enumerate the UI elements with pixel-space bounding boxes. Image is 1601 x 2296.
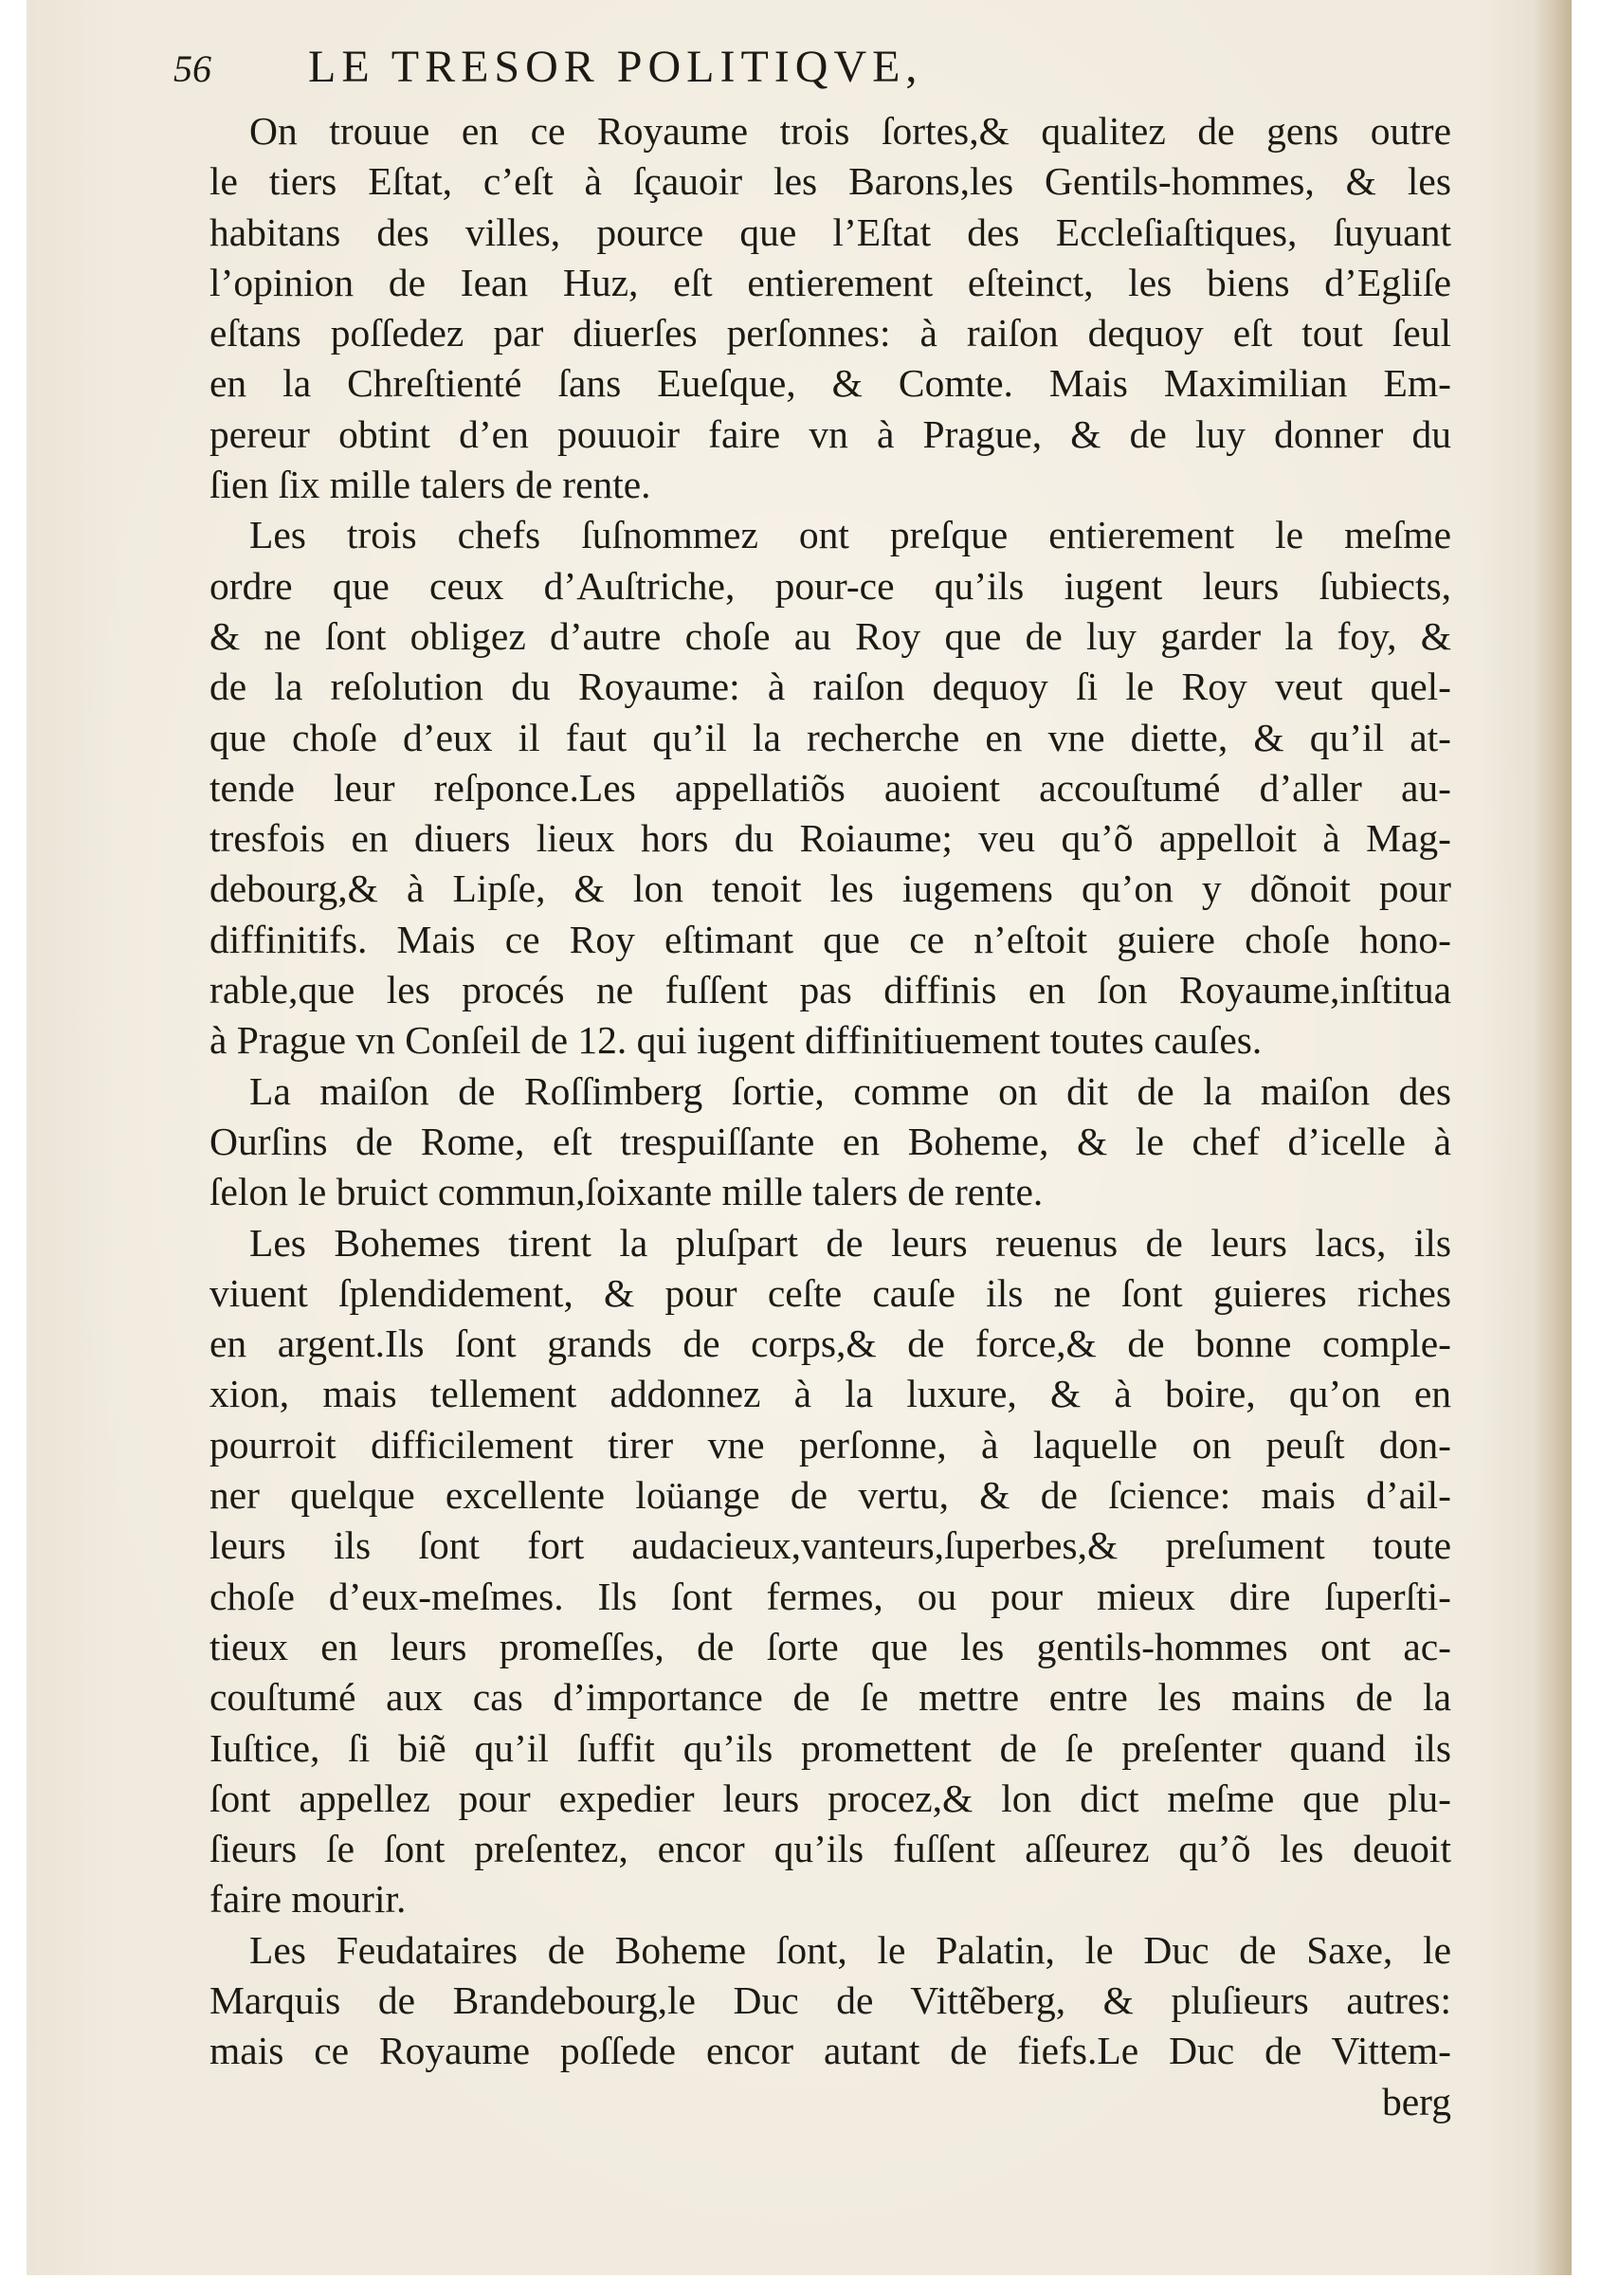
text-line: ſelon le bruict commun,ſoixante mille talers de rente. (209, 1170, 1044, 1214)
text-line: ſont appellez pour expedier leurs procez,& lon dict meſme que plu- (209, 1776, 1451, 1820)
text-line: habitans des villes, pource que l’Eſtat des Eccleſiaſtiques, ſuyuant (209, 210, 1451, 254)
text-line: ſien ſix mille talers de rente. (209, 463, 651, 507)
page-edge-shadow (1534, 0, 1572, 2275)
text-line: Ourſins de Rome, eſt trespuiſſante en Boheme, & le chef d’icelle à (209, 1119, 1451, 1163)
text-line: xion, mais tellement addonnez à la luxure, & à boire, qu’on en (209, 1372, 1451, 1416)
running-header (173, 34, 1311, 100)
catchword: berg (1382, 2079, 1451, 2123)
text-line: La maiſon de Roſſimberg ſortie, comme on dit de la maiſon des (249, 1068, 1451, 1113)
book-page (27, 0, 1572, 2275)
text-line: Marquis de Brandebourg,le Duc de Vittẽberg, & pluſieurs autres: (209, 1977, 1451, 2022)
text-line: Les trois chefs ſuſnommez ont preſque entierement le meſme (249, 513, 1451, 557)
text-line: faire mourir. (209, 1877, 407, 1922)
text-line: viuent ſplendidement, & pour ceſte cauſe ils ne ſont guieres riches (209, 1270, 1451, 1315)
text-line: mais ce Royaume poſſede encor autant de fiefs.Le Duc de Vittem- (209, 2029, 1451, 2073)
text-line: couſtumé aux cas d’importance de ſe mettre entre les mains de la (209, 1675, 1451, 1720)
text-line: choſe d’eux-meſmes. Ils ſont fermes, ou pour mieux dire ſuperſti- (209, 1574, 1451, 1618)
text-line: tresfois en diuers lieux hors du Roiaume; veu qu’õ appelloit à Mag- (209, 816, 1451, 861)
text-line: Iuſtice, ſi biẽ qu’il ſuffit qu’ils promettent de ſe preſenter quand ils (209, 1725, 1451, 1770)
text-line: à Prague vn Conſeil de 12. qui iugent diffinitiuement toutes cauſes. (209, 1018, 1263, 1063)
text-line: de la reſolution du Royaume: à raiſon dequoy ſi le Roy veut quel- (209, 665, 1451, 709)
text-line: ner quelque excellente loüange de vertu, & de ſcience: mais d’ail- (209, 1473, 1451, 1518)
text-line: debourg,& à Lipſe, & lon tenoit les iugemens qu’on y dõnoit pour (209, 866, 1451, 911)
text-line: diffinitifs. Mais ce Roy eſtimant que ce n’eſtoit guiere choſe hono- (209, 917, 1451, 961)
text-line: tieux en leurs promeſſes, de ſorte que les gentils-hommes ont ac- (209, 1624, 1451, 1668)
page-number: 56 (173, 47, 211, 90)
text-line: & ne ſont obligez d’autre choſe au Roy que de luy garder la foy, & (209, 613, 1451, 658)
text-line: pereur obtint d’en pouuoir faire vn à Prague, & de luy donner du (209, 411, 1451, 456)
body-text (209, 106, 1451, 2127)
text-line: que choſe d’eux il faut qu’il la recherche en vne diette, & qu’il at- (209, 715, 1451, 759)
text-line: On trouue en ce Royaume trois ſortes,& qualitez de gens outre (249, 109, 1451, 153)
text-line: Les Feudataires de Boheme ſont, le Palatin, le Duc de Saxe, le (249, 1927, 1451, 1972)
text-line: pourroit difficilement tirer vne perſonne, à laquelle on peuſt don- (209, 1422, 1451, 1467)
text-line: en argent.Ils ſont grands de corps,& de force,& de bonne comple- (209, 1321, 1451, 1366)
text-line: l’opinion de Iean Huz, eſt entierement eſteinct, les biens d’Egliſe (209, 260, 1451, 304)
text-line: rable,que les procés ne fuſſent pas diffinis en ſon Royaume,inſtitua (209, 968, 1451, 1012)
text-line: ſieurs ſe ſont preſentez, encor qu’ils fuſſent aſſeurez qu’õ les deuoit (209, 1827, 1451, 1871)
text-line: Les Bohemes tirent la pluſpart de leurs reuenus de leurs lacs, ils (249, 1220, 1451, 1265)
text-line: le tiers Eſtat, c’eſt à ſçauoir les Barons,les Gentils-hommes, & les (209, 159, 1451, 204)
running-title: LE TRESOR POLITIQVE, (308, 42, 923, 92)
text-line: ordre que ceux d’Auſtriche, pour-ce qu’ils iugent leurs ſubiects, (209, 563, 1451, 608)
text-line: eſtans poſſedez par diuerſes perſonnes: à raiſon dequoy eſt tout ſeul (209, 311, 1451, 355)
text-line: leurs ils ſont fort audacieux,vanteurs,ſuperbes,& preſument toute (209, 1523, 1451, 1568)
text-line: tende leur reſponce.Les appellatiõs auoient accouſtumé d’aller au- (209, 765, 1451, 810)
text-line: en la Chreſtienté ſans Eueſque, & Comte. Mais Maximilian Em- (209, 361, 1451, 406)
